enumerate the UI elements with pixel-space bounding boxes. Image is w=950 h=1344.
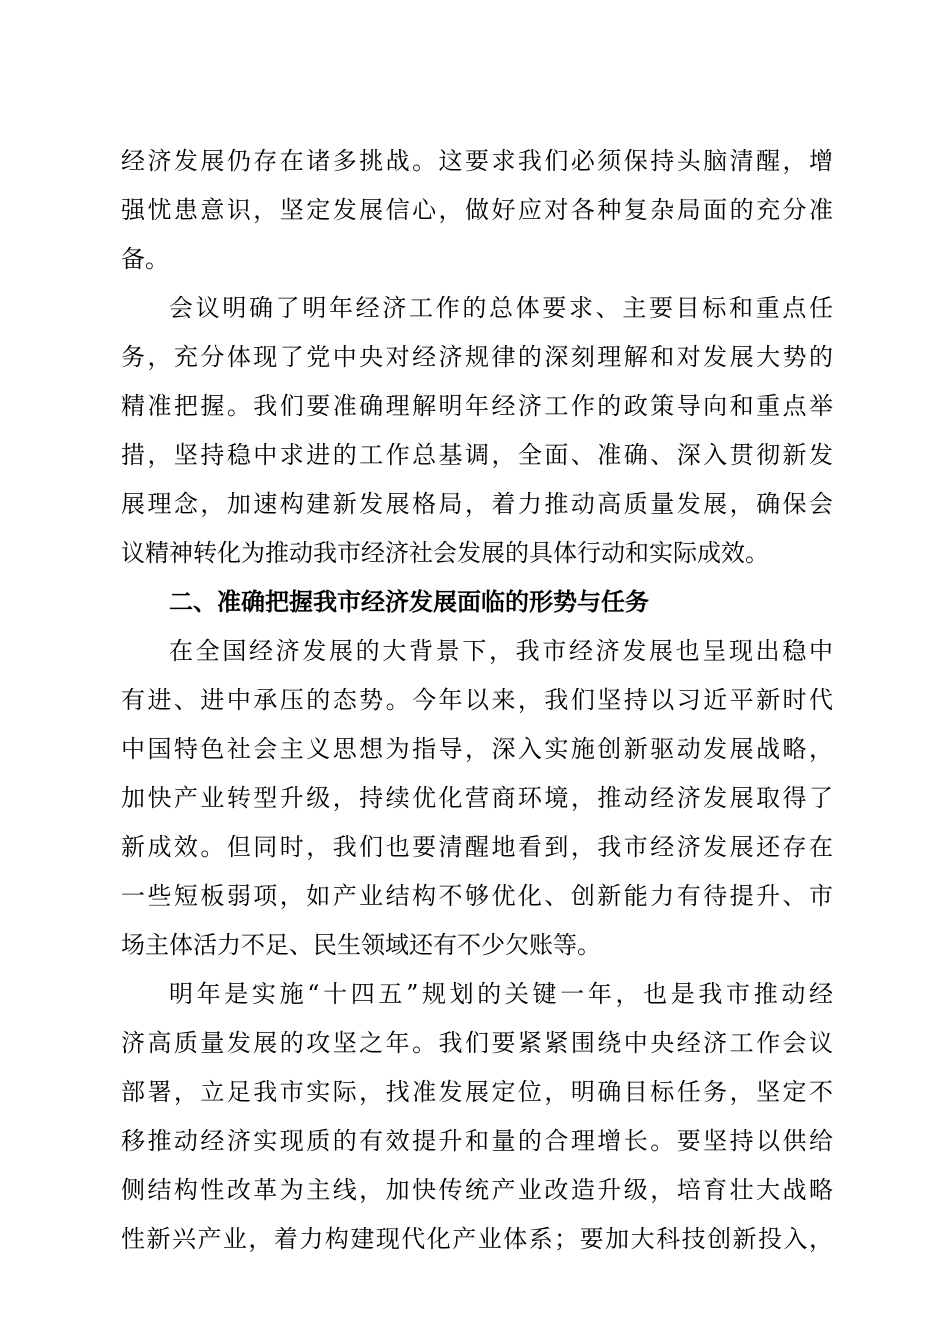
text-line: 务，充分体现了党中央对经济规律的深刻理解和对发展大势的 [121, 343, 833, 371]
section-heading: 二、准确把握我市经济发展面临的形势与任务 [169, 588, 649, 616]
text-line: 议精神转化为推动我市经济社会发展的具体行动和实际成效。 [121, 539, 769, 567]
paragraph-meeting-requirements [121, 284, 833, 578]
text-line: 性新兴产业，着力构建现代化产业体系；要加大科技创新投入， [121, 1225, 833, 1253]
text-line: 备。 [121, 245, 169, 273]
text-line: 济高质量发展的攻坚之年。我们要紧紧围绕中央经济工作会议 [121, 1029, 833, 1057]
text-line: 措，坚持稳中求进的工作总基调，全面、准确、深入贯彻新发 [121, 441, 833, 469]
text-line: 有进、进中承压的态势。今年以来，我们坚持以习近平新时代 [121, 686, 833, 714]
document-body [121, 137, 833, 1264]
text-line: 移推动经济实现质的有效提升和量的合理增长。要坚持以供给 [121, 1127, 833, 1155]
text-line: 经济发展仍存在诸多挑战。这要求我们必须保持头脑清醒，增 [121, 147, 833, 175]
text-line: 一些短板弱项，如产业结构不够优化、创新能力有待提升、市 [121, 882, 833, 910]
text-line: 侧结构性改革为主线，加快传统产业改造升级，培育壮大战略 [121, 1176, 833, 1204]
paragraph-next-year-tasks [121, 970, 833, 1264]
text-line: 展理念，加速构建新发展格局，着力推动高质量发展，确保会 [121, 490, 833, 518]
text-line: 精准把握。我们要准确理解明年经济工作的政策导向和重点举 [121, 392, 833, 420]
text-line: 会议明确了明年经济工作的总体要求、主要目标和重点任 [169, 294, 833, 322]
text-line: 部署，立足我市实际，找准发展定位，明确目标任务，坚定不 [121, 1078, 833, 1106]
paragraph-continuation [121, 137, 833, 284]
text-line: 中国特色社会主义思想为指导，深入实施创新驱动发展战略， [121, 735, 833, 763]
text-line: 强忧患意识，坚定发展信心，做好应对各种复杂局面的充分准 [121, 196, 833, 224]
paragraph-city-situation [121, 627, 833, 970]
text-line: 加快产业转型升级，持续优化营商环境，推动经济发展取得了 [121, 784, 833, 812]
text-line: 场主体活力不足、民生领域还有不少欠账等。 [121, 931, 601, 959]
text-line: 明年是实施“十四五”规划的关键一年，也是我市推动经 [169, 980, 833, 1008]
text-line: 在全国经济发展的大背景下，我市经济发展也呈现出稳中 [169, 637, 833, 665]
text-line: 新成效。但同时，我们也要清醒地看到，我市经济发展还存在 [121, 833, 833, 861]
